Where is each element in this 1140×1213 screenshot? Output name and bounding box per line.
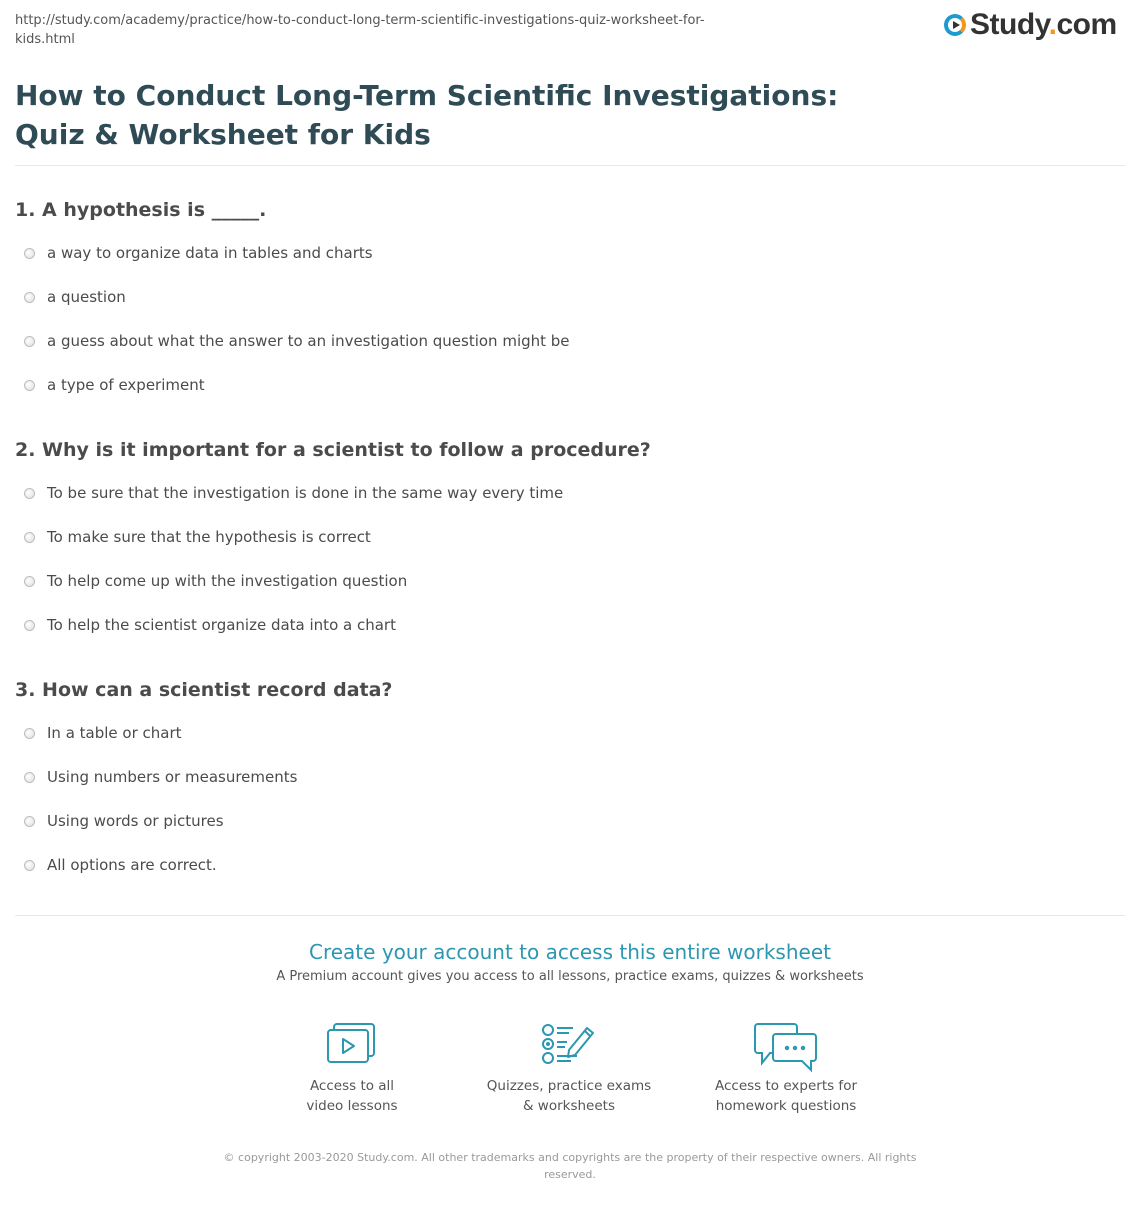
- section-divider: [15, 915, 1125, 916]
- option-label: Using numbers or measurements: [47, 768, 298, 786]
- radio-button[interactable]: [24, 860, 35, 871]
- chat-bubbles-icon: [754, 1022, 818, 1072]
- radio-button[interactable]: [24, 576, 35, 587]
- feature-label-line-2: video lessons: [306, 1098, 398, 1114]
- radio-button[interactable]: [24, 532, 35, 543]
- radio-button[interactable]: [24, 816, 35, 827]
- option-label: All options are correct.: [47, 856, 217, 874]
- study-logo[interactable]: [944, 8, 1117, 42]
- question-1-option-3[interactable]: [24, 332, 570, 350]
- premium-description: A Premium account gives you access to all lessons, practice exams, quizzes & worksheets: [276, 969, 864, 984]
- question-1-option-4[interactable]: [24, 376, 205, 394]
- option-label: In a table or chart: [47, 724, 182, 742]
- option-label: a way to organize data in tables and charts: [47, 244, 373, 262]
- create-account-link[interactable]: Create your account to access this entire worksheet: [309, 940, 831, 964]
- video-lessons-icon: [326, 1022, 378, 1066]
- feature-video-lessons: [252, 1022, 452, 1116]
- radio-button[interactable]: [24, 488, 35, 499]
- page-url: http://study.com/academy/practice/how-to-conduct-long-term-scientific-investigations-quiz-worksheet-for-kids.html: [15, 13, 705, 47]
- question-1-option-2[interactable]: [24, 288, 126, 306]
- question-3-option-2[interactable]: [24, 768, 297, 786]
- radio-button[interactable]: [24, 728, 35, 739]
- radio-button[interactable]: [24, 772, 35, 783]
- question-3-option-3[interactable]: [24, 812, 224, 830]
- question-1-option-1[interactable]: [24, 244, 373, 262]
- option-label: a type of experiment: [47, 376, 205, 394]
- question-1: 1. A hypothesis is _____.: [15, 199, 267, 221]
- radio-button[interactable]: [24, 292, 35, 303]
- option-label: a question: [47, 288, 126, 306]
- radio-button[interactable]: [24, 248, 35, 259]
- radio-button[interactable]: [24, 336, 35, 347]
- question-2: 2. Why is it important for a scientist to follow a procedure?: [15, 439, 651, 461]
- title-divider: [15, 165, 1125, 166]
- question-3-option-1[interactable]: [24, 724, 182, 742]
- question-2-option-1[interactable]: [24, 484, 563, 502]
- option-label: a guess about what the answer to an investigation question might be: [47, 332, 570, 350]
- feature-label-line-2: homework questions: [715, 1098, 857, 1114]
- question-3: 3. How can a scientist record data?: [15, 679, 393, 701]
- feature-label-line-1: Access to experts for: [714, 1078, 857, 1094]
- question-3-option-4[interactable]: [24, 856, 217, 874]
- option-label: To help the scientist organize data into a chart: [47, 616, 396, 634]
- option-label: To make sure that the hypothesis is correct: [47, 528, 371, 546]
- question-2-option-3[interactable]: [24, 572, 407, 590]
- page-title: How to Conduct Long-Term Scientific Investigations: Quiz & Worksheet for Kids: [15, 79, 839, 151]
- question-2-option-4[interactable]: [24, 616, 396, 634]
- quiz-checklist-icon: [541, 1022, 597, 1066]
- logo-text: Study.com: [970, 8, 1117, 41]
- option-label: To help come up with the investigation question: [47, 572, 408, 590]
- feature-label-line-2: & worksheets: [522, 1098, 615, 1114]
- option-label: To be sure that the investigation is done in the same way every time: [47, 484, 564, 502]
- feature-quizzes: [469, 1022, 669, 1116]
- radio-button[interactable]: [24, 620, 35, 631]
- option-label: Using words or pictures: [47, 812, 224, 830]
- feature-experts: [686, 1022, 886, 1116]
- radio-button[interactable]: [24, 380, 35, 391]
- feature-label-line-1: Quizzes, practice exams: [486, 1078, 652, 1094]
- feature-label-line-1: Access to all: [309, 1078, 395, 1094]
- play-logo-icon: [944, 14, 966, 36]
- question-2-option-2[interactable]: [24, 528, 371, 546]
- copyright-notice: © copyright 2003-2020 Study.com. All other trademarks and copyrights are the property of their respective owners. All rights reserved.: [223, 1151, 917, 1181]
